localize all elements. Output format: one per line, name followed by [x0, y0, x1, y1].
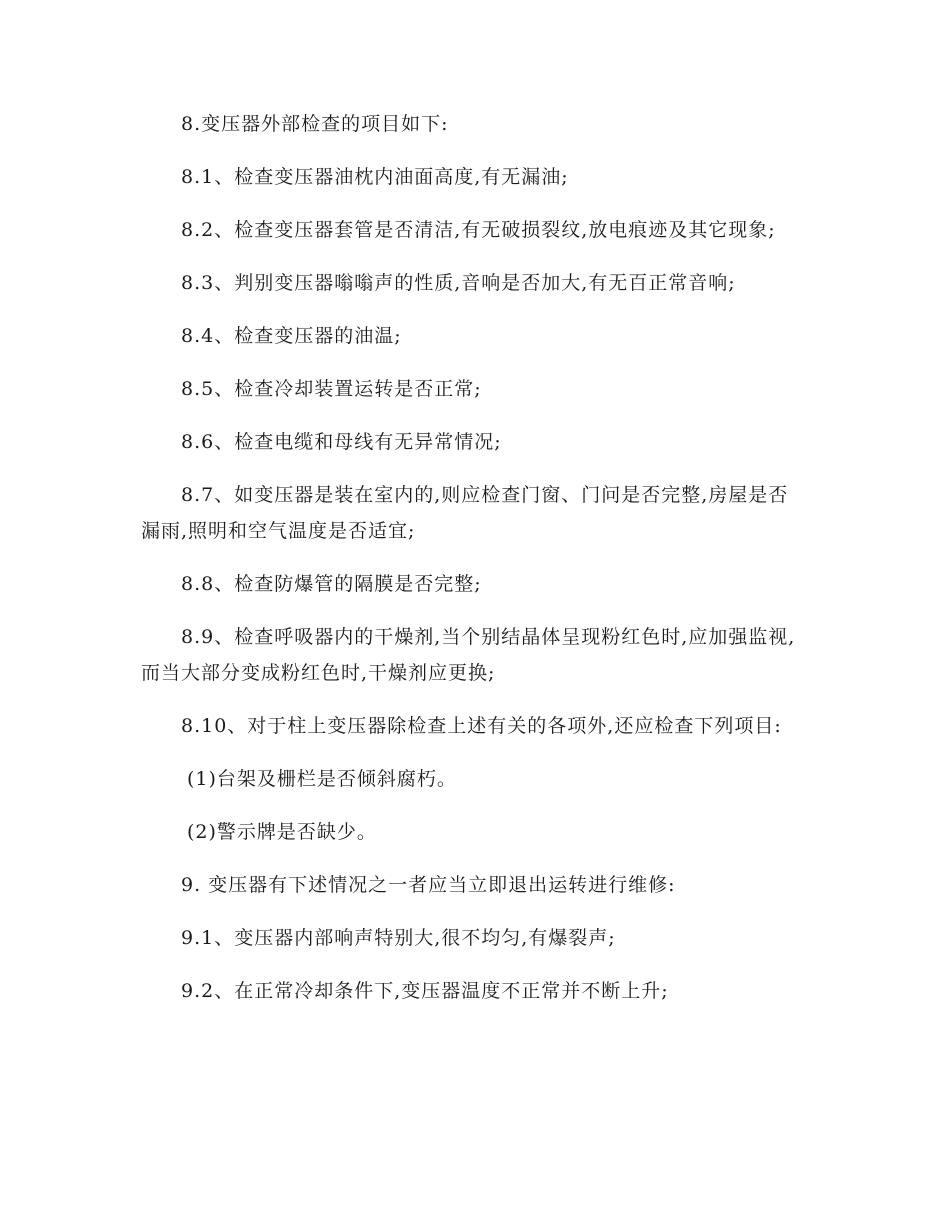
sub-list-item: (2)警示牌是否缺少。	[187, 821, 377, 843]
list-item: 8.1、检查变压器油枕内油面高度,有无漏油;	[181, 166, 569, 188]
list-item: 9.2、在正常冷却条件下,变压器温度不正常并不断上升;	[181, 980, 669, 1002]
list-item: 8.5、检查冷却装置运转是否正常;	[181, 378, 482, 400]
document-body	[141, 106, 806, 1026]
list-item: 8.4、检查变压器的油温;	[181, 325, 402, 347]
list-item: 8.8、检查防爆管的隔膜是否完整;	[181, 573, 482, 595]
section-heading: 9. 变压器有下述情况之一者应当立即退出运转进行维修:	[181, 874, 676, 896]
list-item: 8.9、检查呼吸器内的干燥剂,当个别结晶体呈现粉红色时,应加强监视,而当大部分变成粉红色时,干燥剂应更换;	[141, 626, 796, 684]
list-item: 8.7、如变压器是装在室内的,则应检查门窗、门问是否完整,房屋是否漏雨,照明和空气温度是否适宜;	[141, 484, 789, 542]
section-heading: 8.变压器外部检查的项目如下:	[181, 113, 449, 135]
list-item: 8.10、对于柱上变压器除检查上述有关的各项外,还应检查下列项目:	[181, 715, 782, 737]
list-item: 8.3、判别变压器嗡嗡声的性质,音响是否加大,有无百正常音响;	[181, 272, 736, 294]
list-item: 8.2、检查变压器套管是否清洁,有无破损裂纹,放电痕迹及其它现象;	[181, 219, 776, 241]
list-item: 9.1、变压器内部响声特别大,很不均匀,有爆裂声;	[181, 927, 616, 949]
list-item: 8.6、检查电缆和母线有无异常情况;	[181, 431, 502, 453]
sub-list-item: (1)台架及栅栏是否倾斜腐朽。	[187, 768, 457, 790]
